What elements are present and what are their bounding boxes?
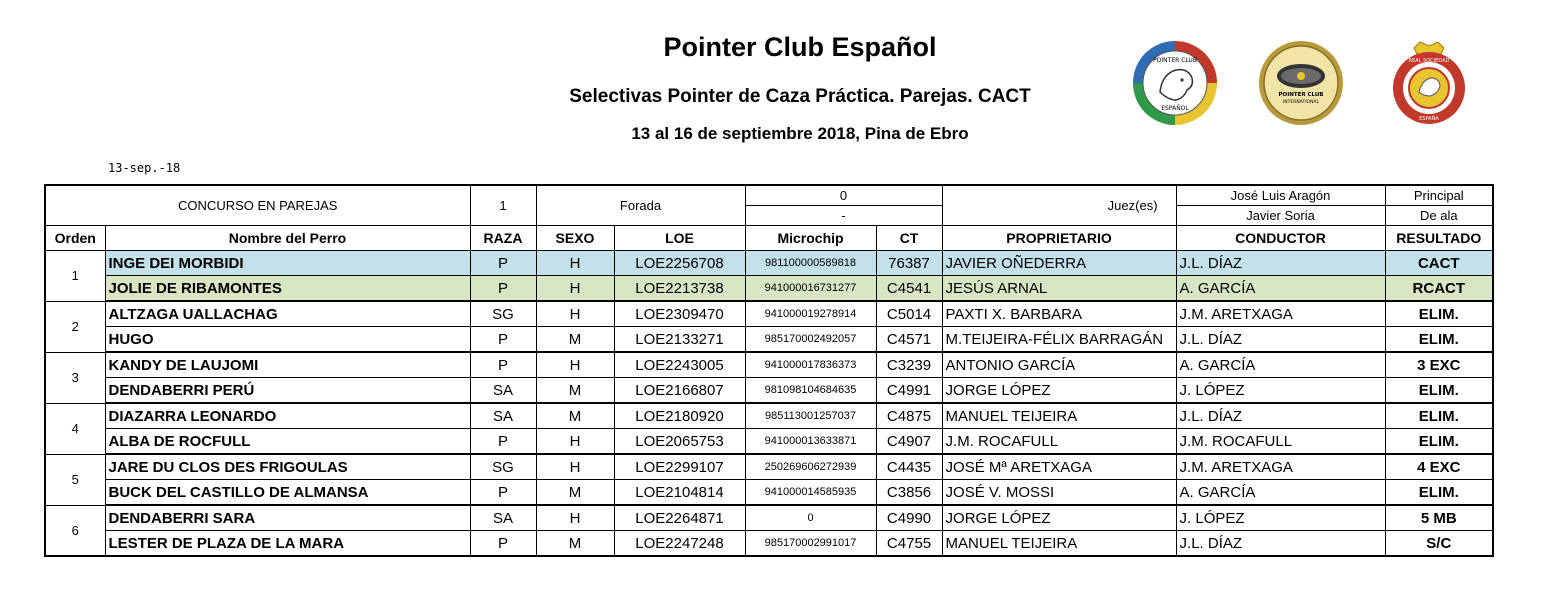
dog-name: JOLIE DE RIBAMONTES — [105, 276, 470, 302]
dog-result: 4 EXC — [1385, 454, 1493, 480]
dog-loe: LOE2213738 — [614, 276, 745, 302]
dog-loe: LOE2180920 — [614, 403, 745, 429]
dog-raza: SA — [470, 378, 536, 404]
dog-owner: JORGE LÓPEZ — [942, 505, 1176, 531]
dog-microchip: 0 — [745, 505, 876, 531]
dog-loe: LOE2104814 — [614, 480, 745, 506]
table-row — [45, 352, 1493, 378]
dog-name: BUCK DEL CASTILLO DE ALMANSA — [105, 480, 470, 506]
dog-raza: SG — [470, 454, 536, 480]
pointer-club-espanol-logo — [1132, 40, 1218, 126]
col-propietario: PROPRIETARIO — [942, 226, 1176, 251]
dog-sexo: H — [536, 276, 614, 302]
dog-handler: J. LÓPEZ — [1176, 378, 1385, 404]
dog-handler: A. GARCÍA — [1176, 276, 1385, 302]
dog-ct: C3856 — [876, 480, 942, 506]
dog-name: JARE DU CLOS DES FRIGOULAS — [105, 454, 470, 480]
svg-text:POINTER CLUB: POINTER CLUB — [1153, 57, 1197, 64]
col-raza: RAZA — [470, 226, 536, 251]
table-row — [45, 276, 1493, 302]
dog-microchip: 981098104684635 — [745, 378, 876, 404]
dog-name: ALTZAGA UALLACHAG — [105, 301, 470, 327]
page-title: Pointer Club Español — [663, 32, 937, 62]
dog-owner: MANUEL TEIJEIRA — [942, 531, 1176, 557]
dog-owner: J.M. ROCAFULL — [942, 429, 1176, 455]
dog-loe: LOE2065753 — [614, 429, 745, 455]
dog-microchip: 981100000589818 — [745, 251, 876, 276]
col-resultado: RESULTADO — [1385, 226, 1493, 251]
dog-loe: LOE2264871 — [614, 505, 745, 531]
dog-microchip: 985113001257037 — [745, 403, 876, 429]
document-date: 13-sep.-18 — [108, 161, 181, 175]
table-row — [45, 429, 1493, 455]
juez-label: Juez(es) — [942, 185, 1176, 226]
table-row — [45, 327, 1493, 353]
pointer-club-international-logo — [1258, 40, 1344, 126]
dog-raza: P — [470, 352, 536, 378]
dog-result: ELIM. — [1385, 301, 1493, 327]
dog-owner: JOSÉ Mª ARETXAGA — [942, 454, 1176, 480]
svg-text:ESPAÑA: ESPAÑA — [1419, 116, 1439, 122]
column-header-row — [45, 226, 1493, 251]
table-row — [45, 403, 1493, 429]
dog-name: DIAZARRA LEONARDO — [105, 403, 470, 429]
judge-ala-name: Javier Soria — [1176, 206, 1385, 226]
table-row — [45, 378, 1493, 404]
dog-owner: ANTONIO GARCÍA — [942, 352, 1176, 378]
dog-ct: C4907 — [876, 429, 942, 455]
dog-raza: SG — [470, 301, 536, 327]
table-row — [45, 454, 1493, 480]
dog-name: DENDABERRI SARA — [105, 505, 470, 531]
dog-result: ELIM. — [1385, 378, 1493, 404]
orden-cell: 3 — [45, 352, 105, 403]
dog-owner: JAVIER OÑEDERRA — [942, 251, 1176, 276]
dog-owner: PAXTI X. BARBARA — [942, 301, 1176, 327]
dog-raza: P — [470, 480, 536, 506]
dog-ct: C4875 — [876, 403, 942, 429]
dog-microchip: 941000017836373 — [745, 352, 876, 378]
col-loe: LOE — [614, 226, 745, 251]
forada-sub: - — [745, 206, 942, 226]
svg-text:INTERNATIONAL: INTERNATIONAL — [1282, 100, 1320, 105]
dog-raza: P — [470, 327, 536, 353]
dog-ct: C4435 — [876, 454, 942, 480]
dog-handler: J.L. DÍAZ — [1176, 403, 1385, 429]
dog-result: ELIM. — [1385, 327, 1493, 353]
dog-owner: MANUEL TEIJEIRA — [942, 403, 1176, 429]
forada-value: 0 — [745, 185, 942, 206]
svg-text:ESPAÑOL: ESPAÑOL — [1161, 105, 1189, 112]
judge-principal-name: José Luis Aragón — [1176, 185, 1385, 206]
col-ct: CT — [876, 226, 942, 251]
judge-principal-role: Principal — [1385, 185, 1493, 206]
dog-sexo: H — [536, 352, 614, 378]
orden-cell: 6 — [45, 505, 105, 556]
dog-sexo: H — [536, 505, 614, 531]
dog-microchip: 985170002991017 — [745, 531, 876, 557]
dog-microchip: 941000016731277 — [745, 276, 876, 302]
dog-handler: J.L. DÍAZ — [1176, 327, 1385, 353]
dog-sexo: H — [536, 251, 614, 276]
dog-result: RCACT — [1385, 276, 1493, 302]
dog-owner: JOSÉ V. MOSSI — [942, 480, 1176, 506]
dog-handler: A. GARCÍA — [1176, 480, 1385, 506]
dog-sexo: H — [536, 454, 614, 480]
svg-text:POINTER CLUB: POINTER CLUB — [1278, 92, 1324, 98]
dog-microchip: 985170002492057 — [745, 327, 876, 353]
dog-handler: J. LÓPEZ — [1176, 505, 1385, 531]
dog-raza: SA — [470, 505, 536, 531]
dog-sexo: M — [536, 531, 614, 557]
col-conductor: CONDUCTOR — [1176, 226, 1385, 251]
table-row — [45, 251, 1493, 276]
dog-ct: C4755 — [876, 531, 942, 557]
col-sexo: SEXO — [536, 226, 614, 251]
dog-loe: LOE2256708 — [614, 251, 745, 276]
dog-handler: J.L. DÍAZ — [1176, 531, 1385, 557]
dog-result: 3 EXC — [1385, 352, 1493, 378]
dog-sexo: M — [536, 327, 614, 353]
dog-handler: A. GARCÍA — [1176, 352, 1385, 378]
orden-cell: 2 — [45, 301, 105, 352]
dog-sexo: H — [536, 301, 614, 327]
dog-microchip: 941000014585935 — [745, 480, 876, 506]
orden-cell: 5 — [45, 454, 105, 505]
dog-result: ELIM. — [1385, 480, 1493, 506]
dog-loe: LOE2299107 — [614, 454, 745, 480]
dog-microchip: 250269606272939 — [745, 454, 876, 480]
dog-loe: LOE2243005 — [614, 352, 745, 378]
dog-result: ELIM. — [1385, 429, 1493, 455]
dog-ct: C4571 — [876, 327, 942, 353]
judge-ala-role: De ala — [1385, 206, 1493, 226]
info-row-1 — [45, 185, 1493, 206]
dog-loe: LOE2133271 — [614, 327, 745, 353]
dog-sexo: H — [536, 429, 614, 455]
dog-raza: P — [470, 429, 536, 455]
dog-result: CACT — [1385, 251, 1493, 276]
dog-loe: LOE2309470 — [614, 301, 745, 327]
dog-result: 5 MB — [1385, 505, 1493, 531]
col-orden: Orden — [45, 226, 105, 251]
dog-sexo: M — [536, 403, 614, 429]
dog-handler: J.M. ARETXAGA — [1176, 301, 1385, 327]
page-subtitle: Selectivas Pointer de Caza Práctica. Parejas. CACT — [569, 86, 1031, 107]
dog-name: INGE DEI MORBIDI — [105, 251, 470, 276]
dog-ct: C4541 — [876, 276, 942, 302]
dog-result: S/C — [1385, 531, 1493, 557]
col-microchip: Microchip — [745, 226, 876, 251]
dog-owner: JORGE LÓPEZ — [942, 378, 1176, 404]
dog-ct: C3239 — [876, 352, 942, 378]
dog-owner: M.TEIJEIRA-FÉLIX BARRAGÁN — [942, 327, 1176, 353]
concurso-number: 1 — [470, 185, 536, 226]
dog-sexo: M — [536, 480, 614, 506]
real-sociedad-canina-logo — [1386, 40, 1472, 126]
dog-ct: C4991 — [876, 378, 942, 404]
dog-owner: JESÚS ARNAL — [942, 276, 1176, 302]
dog-name: HUGO — [105, 327, 470, 353]
orden-cell: 4 — [45, 403, 105, 454]
results-table — [44, 184, 1494, 557]
dog-microchip: 941000013633871 — [745, 429, 876, 455]
event-info: 13 al 16 de septiembre 2018, Pina de Ebro — [631, 124, 969, 143]
dog-raza: P — [470, 531, 536, 557]
dog-name: DENDABERRI PERÚ — [105, 378, 470, 404]
table-row — [45, 480, 1493, 506]
dog-sexo: M — [536, 378, 614, 404]
forada-label: Forada — [536, 185, 745, 226]
dog-name: ALBA DE ROCFULL — [105, 429, 470, 455]
dog-raza: P — [470, 276, 536, 302]
dog-name: KANDY DE LAUJOMI — [105, 352, 470, 378]
dog-name: LESTER DE PLAZA DE LA MARA — [105, 531, 470, 557]
dog-handler: J.L. DÍAZ — [1176, 251, 1385, 276]
dog-ct: C4990 — [876, 505, 942, 531]
dog-ct: 76387 — [876, 251, 942, 276]
orden-cell: 1 — [45, 251, 105, 302]
dog-handler: J.M. ROCAFULL — [1176, 429, 1385, 455]
table-row — [45, 301, 1493, 327]
col-nombre: Nombre del Perro — [105, 226, 470, 251]
dog-handler: J.M. ARETXAGA — [1176, 454, 1385, 480]
table-row — [45, 531, 1493, 557]
dog-result: ELIM. — [1385, 403, 1493, 429]
svg-text:REAL SOCIEDAD: REAL SOCIEDAD — [1408, 58, 1450, 64]
dog-ct: C5014 — [876, 301, 942, 327]
dog-raza: SA — [470, 403, 536, 429]
dog-loe: LOE2166807 — [614, 378, 745, 404]
dog-loe: LOE2247248 — [614, 531, 745, 557]
concurso-label: CONCURSO EN PAREJAS — [45, 185, 470, 226]
dog-raza: P — [470, 251, 536, 276]
dog-microchip: 941000019278914 — [745, 301, 876, 327]
table-row — [45, 505, 1493, 531]
